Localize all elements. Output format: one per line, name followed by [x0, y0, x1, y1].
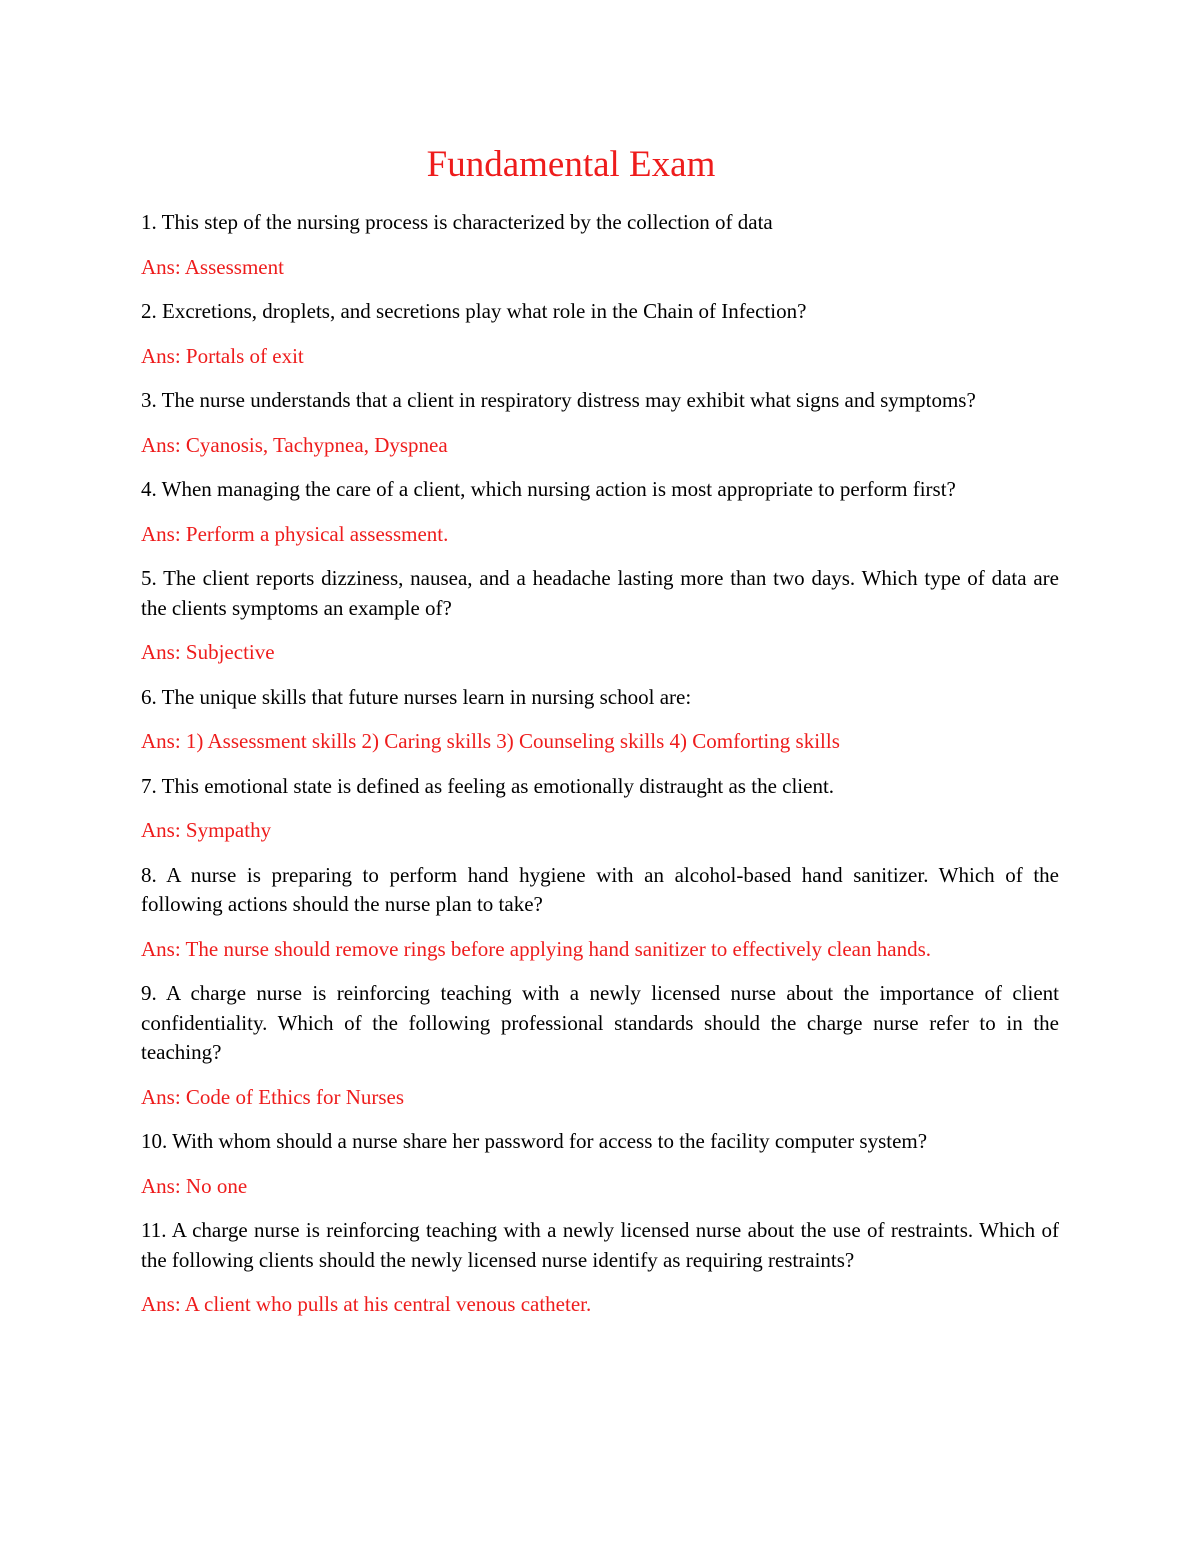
answer-text: Ans: Sympathy	[141, 818, 272, 842]
question-text: 2. Excretions, droplets, and secretions play what role in the Chain of Infection?	[141, 299, 807, 323]
question-2	[141, 297, 1059, 371]
question-text: 10. With whom should a nurse share her password for access to the facility computer system?	[141, 1129, 928, 1153]
answer-text: Ans: Subjective	[141, 640, 275, 664]
question-text: 3. The nurse understands that a client in respiratory distress may exhibit what signs and symptoms?	[141, 388, 976, 412]
answer-text: Ans: The nurse should remove rings before applying hand sanitizer to effectively clean hands.	[141, 936, 931, 961]
answer-text: Ans: Perform a physical assessment.	[141, 521, 449, 546]
question-text: 1. This step of the nursing process is characterized by the collection of data	[141, 210, 773, 234]
page-title: Fundamental Exam	[426, 144, 716, 185]
question-11	[141, 1216, 1059, 1320]
question-3	[141, 386, 1059, 460]
answer-text: Ans: No one	[141, 1173, 248, 1198]
question-5	[141, 564, 1059, 668]
question-text: 7. This emotional state is defined as feeling as emotionally distraught as the client.	[141, 773, 835, 798]
answer-text: Ans: Code of Ethics for Nurses	[141, 1084, 405, 1109]
question-text: 8. A nurse is preparing to perform hand hygiene with an alcohol-based hand sanitizer. Which of the following actions should the nurse plan to take?	[141, 862, 1059, 916]
question-1	[141, 208, 1059, 282]
question-text: 5. The client reports dizziness, nausea, and a headache lasting more than two days. Which type of data are the clients symptoms an example of?	[141, 566, 1059, 620]
question-text: 11. A charge nurse is reinforcing teaching with a newly licensed nurse about the use of restraints. Which of the following clients should the newly licensed nurse identify as requiring restraints?	[141, 1218, 1059, 1272]
answer-text: Ans: A client who pulls at his central venous catheter.	[141, 1292, 592, 1316]
question-text: 9. A charge nurse is reinforcing teaching with a newly licensed nurse about the importance of client confidentiality. Which of the following professional standards should the charge nurse refer to in the teaching?	[141, 981, 1059, 1064]
question-9	[141, 979, 1059, 1112]
answer-text: Ans: 1) Assessment skills 2) Caring skills 3) Counseling skills 4) Comforting skills	[141, 729, 840, 753]
document-page	[141, 140, 1059, 1335]
question-text: 4. When managing the care of a client, which nursing action is most appropriate to perform first?	[141, 477, 956, 501]
answer-text: Ans: Portals of exit	[141, 343, 304, 368]
question-4	[141, 475, 1059, 549]
question-7	[141, 772, 1059, 846]
question-text: 6. The unique skills that future nurses learn in nursing school are:	[141, 684, 692, 709]
question-10	[141, 1127, 1059, 1201]
question-6	[141, 683, 1059, 757]
answer-text: Ans: Assessment	[141, 254, 284, 279]
question-8	[141, 861, 1059, 965]
answer-text: Ans: Cyanosis, Tachypnea, Dyspnea	[141, 432, 448, 457]
